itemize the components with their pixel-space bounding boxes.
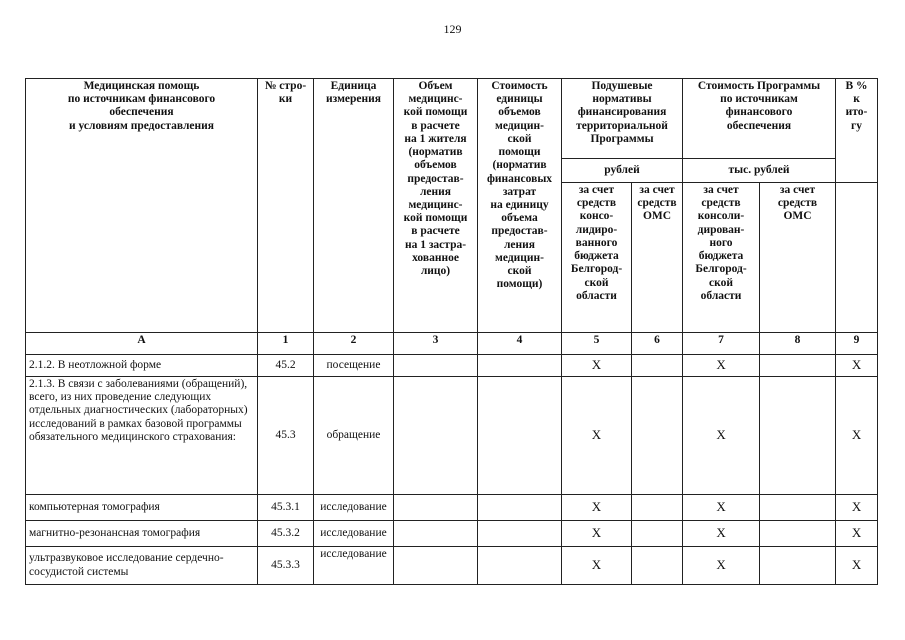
row-cell-8 <box>760 521 836 547</box>
row-cell-7: X <box>683 355 760 377</box>
row-cell-8 <box>760 377 836 495</box>
header-col-7: за счет средств консоли- дирован- ного бюджета Белгород- ской области <box>683 183 760 333</box>
table-row <box>26 521 878 547</box>
row-cell-8 <box>760 547 836 585</box>
index-cell: 2 <box>314 333 394 355</box>
row-unit: обращение <box>314 377 394 495</box>
row-cell-6 <box>632 495 683 521</box>
row-cell-8 <box>760 355 836 377</box>
header-group-percap: Подушевые нормативы финансирования территориальной Программы <box>562 79 683 159</box>
row-name: 2.1.2. В неотложной форме <box>26 355 258 377</box>
row-cell-6 <box>632 521 683 547</box>
header-col-9: В % к ито- гу <box>836 79 878 183</box>
index-cell: 3 <box>394 333 478 355</box>
index-cell: 8 <box>760 333 836 355</box>
header-col-1: № стро- ки <box>258 79 314 333</box>
row-unit: исследование <box>314 495 394 521</box>
row-unit: посещение <box>314 355 394 377</box>
row-cell-9: X <box>836 521 878 547</box>
row-cell-4 <box>478 355 562 377</box>
row-cell-7: X <box>683 521 760 547</box>
index-cell: 9 <box>836 333 878 355</box>
row-cell-3 <box>394 355 478 377</box>
row-name: магнитно-резонансная томография <box>26 521 258 547</box>
row-cell-5: X <box>562 547 632 585</box>
row-cell-3 <box>394 547 478 585</box>
header-group-cost: Стоимость Программы по источникам финансового обеспечения <box>683 79 836 159</box>
row-cell-4 <box>478 521 562 547</box>
header-row-1 <box>26 79 878 159</box>
row-line-number: 45.3.2 <box>258 521 314 547</box>
row-cell-6 <box>632 377 683 495</box>
header-col-2: Единица измерения <box>314 79 394 333</box>
row-name: ультразвуковое исследование сердечно-сосудистой системы <box>26 547 258 585</box>
header-col-8: за счет средств ОМС <box>760 183 836 333</box>
row-cell-7: X <box>683 547 760 585</box>
header-col-9-blank <box>836 183 878 333</box>
table-row <box>26 377 878 495</box>
row-unit: исследование <box>314 547 394 585</box>
index-cell: 5 <box>562 333 632 355</box>
row-cell-6 <box>632 547 683 585</box>
header-unit-thous: тыс. рублей <box>683 159 836 183</box>
header-col-6: за счет средств ОМС <box>632 183 683 333</box>
row-line-number: 45.3.3 <box>258 547 314 585</box>
row-cell-5: X <box>562 377 632 495</box>
header-col-5: за счет средств консо- лидиро- ванного бюджета Белгород- ской области <box>562 183 632 333</box>
row-line-number: 45.2 <box>258 355 314 377</box>
row-name: компьютерная томография <box>26 495 258 521</box>
index-cell: 4 <box>478 333 562 355</box>
index-cell: А <box>26 333 258 355</box>
row-cell-9: X <box>836 547 878 585</box>
row-cell-9: X <box>836 355 878 377</box>
row-cell-4 <box>478 377 562 495</box>
row-line-number: 45.3 <box>258 377 314 495</box>
row-cell-3 <box>394 521 478 547</box>
index-cell: 6 <box>632 333 683 355</box>
index-row <box>26 333 878 355</box>
table-row <box>26 495 878 521</box>
row-cell-9: X <box>836 377 878 495</box>
page-number: 129 <box>443 22 462 36</box>
row-cell-4 <box>478 495 562 521</box>
header-col-3: Объем медицинс- кой помощи в расчете на 1 жителя (норматив объемов предостав- ления медицинс- кой помощи в расчете на 1 застра- хованное лицо) <box>394 79 478 333</box>
header-col-a: Медицинская помощь по источникам финансового обеспечения и условиям предоставления <box>26 79 258 333</box>
header-col-4: Стоимость единицы объемов медицин- ской помощи (норматив финансовых затрат на единицу объема предостав- ления медицин- ской помощи) <box>478 79 562 333</box>
row-cell-5: X <box>562 355 632 377</box>
row-cell-7: X <box>683 377 760 495</box>
row-cell-8 <box>760 495 836 521</box>
index-cell: 1 <box>258 333 314 355</box>
row-cell-6 <box>632 355 683 377</box>
row-cell-5: X <box>562 495 632 521</box>
row-unit: исследование <box>314 521 394 547</box>
row-cell-5: X <box>562 521 632 547</box>
row-cell-7: X <box>683 495 760 521</box>
row-cell-3 <box>394 377 478 495</box>
row-cell-3 <box>394 495 478 521</box>
table-row <box>26 547 878 585</box>
index-cell: 7 <box>683 333 760 355</box>
row-name: 2.1.3. В связи с заболеваниями (обращений), всего, из них проведение следующих отдельных диагностических (лабораторных) исследований в рамках базовой программы обязательного медицинского страхования: <box>26 377 258 495</box>
table-row <box>26 355 878 377</box>
row-cell-9: X <box>836 495 878 521</box>
financing-table <box>25 78 878 585</box>
row-cell-4 <box>478 547 562 585</box>
header-unit-rub: рублей <box>562 159 683 183</box>
row-line-number: 45.3.1 <box>258 495 314 521</box>
